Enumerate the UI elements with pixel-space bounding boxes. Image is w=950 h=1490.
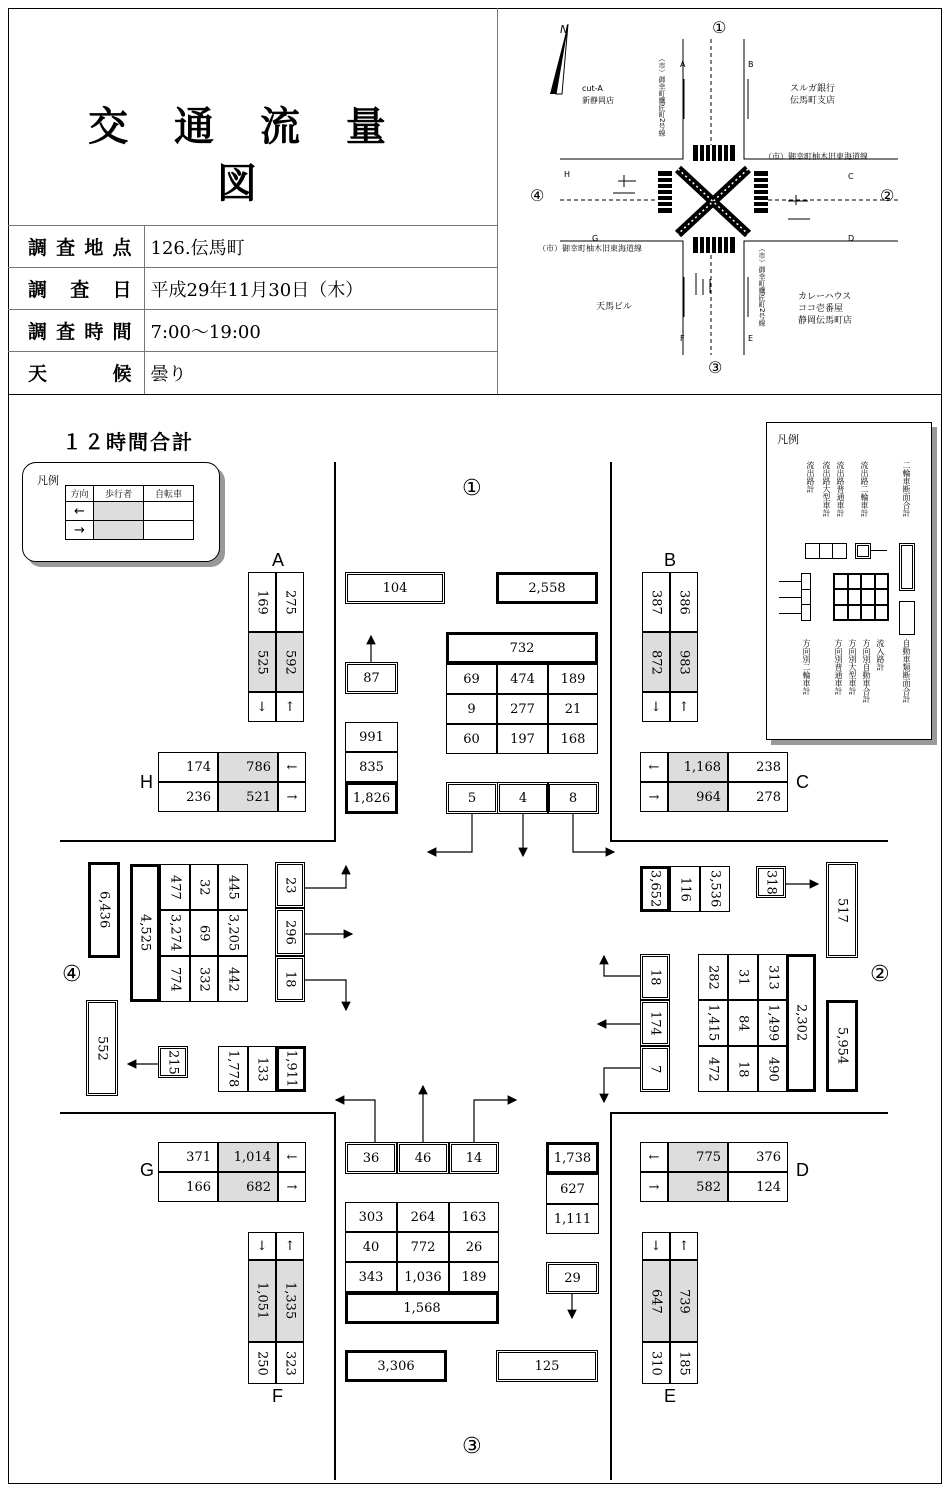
- ped-C-arrow: ←: [640, 752, 668, 782]
- map-point-G: G: [592, 234, 599, 243]
- bank-label-2: 伝馬町支店: [790, 96, 836, 106]
- map-road-bottom: （市）御幸町鷹匠町2号線: [758, 245, 766, 327]
- road-edge: [610, 1112, 612, 1480]
- n3-out-value: 627: [546, 1174, 599, 1204]
- n4-grid-cell: 442: [218, 956, 248, 1002]
- section-title: １２時間合計: [62, 430, 194, 454]
- n4-grid-cell: 332: [190, 956, 218, 1002]
- point-C-label: C: [796, 772, 809, 792]
- ped-D-arrow: →: [640, 1172, 668, 1202]
- legend-label: 自動車類断面合計: [902, 639, 911, 703]
- n2-grid-cell: 1,415: [698, 1000, 728, 1046]
- point-H-label: H: [140, 772, 153, 792]
- point-E-label: E: [664, 1386, 677, 1406]
- n3-grid-cell: 303: [345, 1202, 397, 1232]
- info-key: 調 査 日: [8, 268, 144, 310]
- n1-grid-cell: 9: [446, 694, 497, 724]
- n2-grid-cell: 282: [698, 954, 728, 1000]
- ped-H-value: 521: [218, 782, 278, 812]
- ped-D-arrow: ←: [640, 1142, 668, 1172]
- n1-grid-cell: 277: [497, 694, 548, 724]
- n2-grid-cell: 31: [728, 954, 758, 1000]
- n2-out-value: 116: [670, 866, 700, 912]
- ped-D-value: 376: [728, 1142, 788, 1172]
- n3-moto-cross: 125: [496, 1350, 598, 1382]
- legend-vehicle: [766, 422, 932, 740]
- n4-moto-dir: 23: [275, 862, 305, 908]
- legend-label: 流出路普通車計: [836, 461, 845, 517]
- n1-moto-dir: 5: [446, 782, 498, 814]
- n1-grid-cell: 60: [446, 724, 497, 754]
- ped-F-value: 1,051: [248, 1260, 276, 1342]
- bank-label-1: スルガ銀行: [790, 84, 836, 94]
- map-dir-3: ③: [708, 358, 723, 377]
- legend-label: 流出路二輪車計: [860, 461, 869, 517]
- n1-grid-cell: 197: [497, 724, 548, 754]
- n4-grid-cell: 32: [190, 864, 218, 910]
- n3-grid-cell: 26: [449, 1232, 499, 1262]
- ped-D-value: 582: [668, 1172, 728, 1202]
- info-key: 天 候: [8, 352, 144, 394]
- n3-grid-cell: 163: [449, 1202, 499, 1232]
- direction-3-label: ③: [462, 1434, 482, 1459]
- n2-grid-cell: 313: [758, 954, 788, 1000]
- direction-2-label: ②: [870, 962, 890, 987]
- direction-1-label: ①: [462, 476, 482, 501]
- n2-out-value: 3,536: [700, 866, 730, 912]
- n2-moto-dir: 7: [640, 1046, 670, 1092]
- map-dir-4: ④: [530, 186, 545, 205]
- n4-out-total: 1,911: [276, 1046, 306, 1092]
- n3-out-total: 1,738: [546, 1142, 599, 1174]
- ped-G-arrow: ←: [278, 1142, 306, 1172]
- n2-moto-out: 318: [756, 866, 786, 898]
- n1-moto-dir: 8: [547, 782, 599, 814]
- info-row: [8, 268, 498, 310]
- n2-moto-cross: 517: [826, 862, 858, 958]
- ped-D-value: 124: [728, 1172, 788, 1202]
- road-edge: [610, 840, 888, 842]
- legend-label: 方向別自動車合計: [862, 639, 871, 703]
- map-road-top: （市）御幸町鷹匠町2号線: [658, 55, 666, 137]
- legend-arrow-line: [779, 597, 801, 598]
- n1-outflow: 2,558: [496, 572, 598, 604]
- n3-grid-cell: 189: [449, 1262, 499, 1292]
- n3-moto-out: 29: [546, 1262, 599, 1294]
- curry-label-2: ココ壱番屋: [798, 304, 844, 314]
- road-edge: [60, 1112, 336, 1114]
- n3-moto-dir: 36: [345, 1142, 397, 1174]
- ped-B-value: 387: [642, 572, 670, 632]
- legend-pedestrian: [22, 462, 220, 562]
- ped-G-arrow: →: [278, 1172, 306, 1202]
- ped-F-value: 1,335: [276, 1260, 304, 1342]
- legend-arrow-line: [779, 581, 801, 582]
- n2-moto-dir: 174: [640, 1000, 670, 1046]
- ped-B-value: 872: [642, 632, 670, 692]
- ped-F-arrow: ↑: [276, 1232, 304, 1260]
- info-key: 調査時間: [8, 310, 144, 352]
- building-label: 天馬ビル: [596, 302, 633, 312]
- n4-grid-cell: 445: [218, 864, 248, 910]
- ped-B-arrow: ↑: [670, 692, 698, 722]
- ped-C-arrow: →: [640, 782, 668, 812]
- n4-total: 6,436: [88, 862, 120, 958]
- legend-label: 流出路計: [806, 461, 815, 493]
- ped-C-value: 1,168: [668, 752, 728, 782]
- n2-grid-cell: 84: [728, 1000, 758, 1046]
- n2-grid-cell: 472: [698, 1046, 728, 1092]
- n1-grid-cell: 189: [548, 664, 598, 694]
- legend-symbol: [899, 543, 915, 591]
- ped-A-arrow: ↑: [276, 692, 304, 722]
- ped-G-value: 682: [218, 1172, 278, 1202]
- map-point-D: D: [848, 234, 855, 243]
- road-edge: [334, 1112, 336, 1480]
- map-point-H: H: [564, 170, 571, 179]
- n4-grid-cell: 3,205: [218, 910, 248, 956]
- ped-A-value: 592: [276, 632, 304, 692]
- legend-arrow: →: [66, 521, 94, 540]
- ped-H-value: 786: [218, 752, 278, 782]
- n3-inflow: 1,568: [345, 1292, 499, 1324]
- point-B-label: B: [664, 550, 677, 570]
- map-road-right: （市）御幸町柚木旧東海道線: [764, 152, 868, 161]
- info-value: 126.伝馬町: [144, 226, 498, 268]
- legend-symbol: [801, 573, 811, 621]
- n1-grid-cell: 474: [497, 664, 548, 694]
- info-value: 7:00～19:00: [144, 310, 498, 352]
- ped-E-value: 310: [642, 1342, 670, 1384]
- n3-moto-dir: 14: [449, 1142, 499, 1174]
- ped-G-value: 166: [158, 1172, 218, 1202]
- ped-A-value: 275: [276, 572, 304, 632]
- n4-moto-dir: 296: [275, 908, 305, 956]
- legend-arrow: ←: [66, 502, 94, 521]
- legend-header: 自転車: [144, 486, 194, 502]
- legend-symbol: [855, 543, 871, 559]
- n2-outflow: 3,652: [640, 866, 670, 912]
- point-G-label: G: [140, 1160, 155, 1180]
- n3-grid-cell: 343: [345, 1262, 397, 1292]
- n2-inflow: 2,302: [786, 954, 816, 1092]
- legend-label: 方向別普通車計: [834, 639, 843, 695]
- ped-E-value: 185: [670, 1342, 698, 1384]
- n4-out-value: 133: [248, 1046, 276, 1092]
- n4-inflow: 4,525: [130, 864, 160, 1002]
- info-key: 調査地点: [8, 226, 144, 268]
- legend-arrow-line: [779, 613, 801, 614]
- ped-B-value: 386: [670, 572, 698, 632]
- info-value: 平成29年11月30日（木）: [144, 268, 498, 310]
- ped-E-arrow: ↓: [642, 1232, 670, 1260]
- n2-grid-cell: 18: [728, 1046, 758, 1092]
- ped-H-arrow: →: [278, 782, 306, 812]
- n3-grid-cell: 1,036: [397, 1262, 449, 1292]
- ped-F-value: 250: [248, 1342, 276, 1384]
- legend-label: 流入路計: [876, 639, 885, 671]
- legend-label: 方向別二輪車計: [802, 639, 811, 695]
- legend-header: 歩行者: [94, 486, 144, 502]
- road-edge: [60, 840, 336, 842]
- n1-grid-cell: 168: [548, 724, 598, 754]
- info-value: 曇り: [144, 352, 498, 394]
- n4-grid-cell: 774: [160, 956, 190, 1002]
- legend-table: [65, 485, 194, 540]
- map-point-C: C: [848, 172, 854, 181]
- info-row: [8, 310, 498, 352]
- legend-title: 凡例: [37, 474, 59, 487]
- ped-E-value: 739: [670, 1260, 698, 1342]
- map-dir-2: ②: [880, 186, 895, 205]
- ped-B-value: 983: [670, 632, 698, 692]
- n1-moto-dir: 4: [497, 782, 549, 814]
- n3-total: 3,306: [345, 1350, 447, 1382]
- n1-moto-cross: 104: [345, 572, 445, 604]
- info-row: [8, 352, 498, 394]
- curry-label-1: カレーハウス: [798, 292, 852, 302]
- point-A-label: A: [272, 550, 285, 570]
- n1-inflow: 732: [446, 632, 598, 664]
- n4-grid-cell: 69: [190, 910, 218, 956]
- legend-title: 凡例: [777, 433, 799, 446]
- n1-grid-cell: 69: [446, 664, 497, 694]
- map-point-B: B: [748, 60, 754, 69]
- map-dir-1: ①: [712, 18, 727, 37]
- road-edge: [610, 1112, 888, 1114]
- point-D-label: D: [796, 1160, 809, 1180]
- legend-grid: [833, 573, 889, 621]
- header-divider: [8, 394, 942, 395]
- cut-label: cut-A: [582, 84, 603, 93]
- n4-out-value: 1,778: [218, 1046, 248, 1092]
- ped-A-value: 169: [248, 572, 276, 632]
- n3-out-value: 1,111: [546, 1204, 599, 1234]
- n2-total: 5,954: [826, 1000, 858, 1092]
- n4-moto-dir: 18: [275, 956, 305, 1002]
- curry-label-3: 静岡伝馬町店: [798, 316, 853, 326]
- legend-label: 方向別大型車計: [848, 639, 857, 695]
- legend-header: 方向: [66, 486, 94, 502]
- legend-symbol: [805, 543, 847, 559]
- map-point-A: A: [680, 60, 686, 69]
- n1-out-total: 1,826: [345, 782, 398, 814]
- ped-F-value: 323: [276, 1342, 304, 1384]
- location-map: [498, 9, 941, 393]
- legend-label: 二輪車断面合計: [902, 461, 911, 517]
- n3-grid-cell: 40: [345, 1232, 397, 1262]
- n4-grid-cell: 477: [160, 864, 190, 910]
- ped-B-arrow: ↓: [642, 692, 670, 722]
- page-title: 交 通 流 量 図: [88, 104, 402, 207]
- ped-C-value: 964: [668, 782, 728, 812]
- ped-A-value: 525: [248, 632, 276, 692]
- legend-label: 流出路大型車計: [822, 461, 831, 517]
- direction-4-label: ④: [62, 962, 82, 987]
- ped-H-value: 236: [158, 782, 218, 812]
- legend-symbol: [899, 601, 915, 635]
- n4-moto-out: 215: [158, 1046, 188, 1078]
- north-label: N: [560, 23, 569, 36]
- n1-out-value: 991: [345, 722, 398, 752]
- n4-grid-cell: 3,274: [160, 910, 190, 956]
- map-point-F: F: [680, 334, 685, 343]
- point-F-label: F: [272, 1386, 283, 1406]
- road-edge: [610, 462, 612, 840]
- n1-grid-cell: 21: [548, 694, 598, 724]
- ped-A-arrow: ↓: [248, 692, 276, 722]
- ped-C-value: 278: [728, 782, 788, 812]
- n2-moto-dir: 18: [640, 954, 670, 1000]
- n1-moto-out: 87: [345, 662, 398, 694]
- n2-grid-cell: 1,499: [758, 1000, 788, 1046]
- ped-E-value: 647: [642, 1260, 670, 1342]
- road-edge: [334, 462, 336, 840]
- map-point-E: E: [748, 334, 754, 343]
- ped-F-arrow: ↓: [248, 1232, 276, 1260]
- ped-E-arrow: ↑: [670, 1232, 698, 1260]
- legend-arrow-line: [871, 550, 887, 551]
- cut-place-label: 新静岡店: [582, 96, 614, 105]
- n4-moto-cross: 552: [86, 1000, 118, 1096]
- n1-out-value: 835: [345, 752, 398, 782]
- info-row: [8, 226, 498, 268]
- n3-grid-cell: 264: [397, 1202, 449, 1232]
- ped-D-value: 775: [668, 1142, 728, 1172]
- n2-grid-cell: 490: [758, 1046, 788, 1092]
- ped-G-value: 1,014: [218, 1142, 278, 1172]
- map-road-left: （市）御幸町柚木旧東海道線: [538, 244, 642, 253]
- ped-C-value: 238: [728, 752, 788, 782]
- ped-G-value: 371: [158, 1142, 218, 1172]
- ped-H-arrow: ←: [278, 752, 306, 782]
- n3-moto-dir: 46: [397, 1142, 449, 1174]
- n3-grid-cell: 772: [397, 1232, 449, 1262]
- survey-info-table: [8, 225, 498, 394]
- ped-H-value: 174: [158, 752, 218, 782]
